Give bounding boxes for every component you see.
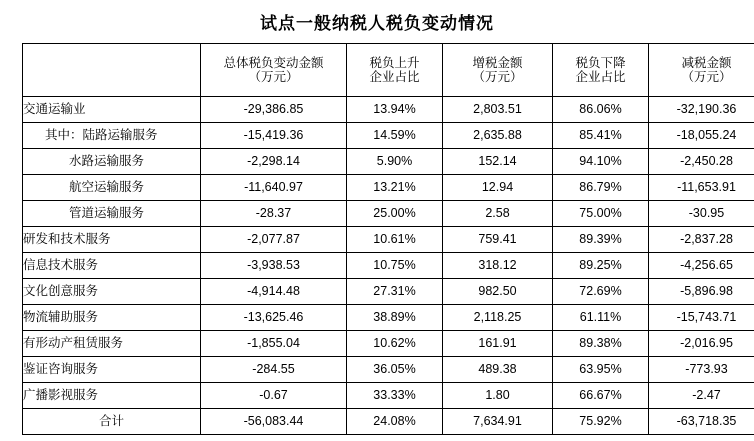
page-title: 试点一般纳税人税负变动情况 — [260, 14, 494, 33]
cell-value: 27.31% — [347, 279, 443, 305]
cell-value: -11,653.91 — [649, 175, 754, 201]
cell-value: -18,055.24 — [649, 123, 754, 149]
row-label: 交通运输业 — [23, 97, 201, 123]
cell-value: 36.05% — [347, 357, 443, 383]
cell-value: -4,914.48 — [201, 279, 347, 305]
cell-value: 489.38 — [443, 357, 553, 383]
cell-value: 161.91 — [443, 331, 553, 357]
cell-value: 2,803.51 — [443, 97, 553, 123]
column-header-0 — [23, 44, 201, 97]
cell-value: 13.94% — [347, 97, 443, 123]
cell-value: 24.08% — [347, 409, 443, 435]
row-label: 合计 — [23, 409, 201, 435]
cell-value: -63,718.35 — [649, 409, 754, 435]
row-label: 鉴证咨询服务 — [23, 357, 201, 383]
table-row — [23, 123, 754, 149]
row-label: 水路运输服务 — [23, 149, 201, 175]
cell-value: 94.10% — [553, 149, 649, 175]
cell-value: 2,118.25 — [443, 305, 553, 331]
table-row — [23, 279, 754, 305]
cell-value: 13.21% — [347, 175, 443, 201]
table-row — [23, 175, 754, 201]
column-header-2: 税负上升 企业占比 — [347, 44, 443, 97]
table-row — [23, 149, 754, 175]
row-label: 广播影视服务 — [23, 383, 201, 409]
cell-value: 86.79% — [553, 175, 649, 201]
cell-value: -773.93 — [649, 357, 754, 383]
table-body — [23, 97, 754, 435]
cell-value: 10.62% — [347, 331, 443, 357]
row-label: 航空运输服务 — [23, 175, 201, 201]
cell-value: -1,855.04 — [201, 331, 347, 357]
cell-value: 318.12 — [443, 253, 553, 279]
table-row — [23, 331, 754, 357]
table-row — [23, 253, 754, 279]
cell-value: 75.00% — [553, 201, 649, 227]
cell-value: 66.67% — [553, 383, 649, 409]
table-row — [23, 305, 754, 331]
row-label: 信息技术服务 — [23, 253, 201, 279]
cell-value: 75.92% — [553, 409, 649, 435]
cell-value: 2,635.88 — [443, 123, 553, 149]
cell-value: 2.58 — [443, 201, 553, 227]
cell-value: 10.75% — [347, 253, 443, 279]
cell-value: 7,634.91 — [443, 409, 553, 435]
table-container — [0, 43, 754, 435]
row-label: 文化创意服务 — [23, 279, 201, 305]
table-row — [23, 201, 754, 227]
column-header-3: 增税金额 （万元） — [443, 44, 553, 97]
cell-value: 86.06% — [553, 97, 649, 123]
tax-burden-table — [22, 43, 754, 435]
cell-value: 759.41 — [443, 227, 553, 253]
cell-value: -2,016.95 — [649, 331, 754, 357]
cell-value: -3,938.53 — [201, 253, 347, 279]
cell-value: -2,298.14 — [201, 149, 347, 175]
cell-value: -29,386.85 — [201, 97, 347, 123]
cell-value: 5.90% — [347, 149, 443, 175]
cell-value: -15,419.36 — [201, 123, 347, 149]
cell-value: -4,256.65 — [649, 253, 754, 279]
cell-value: 89.25% — [553, 253, 649, 279]
column-header-1: 总体税负变动金额 （万元） — [201, 44, 347, 97]
table-header — [23, 44, 754, 97]
table-row — [23, 409, 754, 435]
cell-value: -11,640.97 — [201, 175, 347, 201]
cell-value: -15,743.71 — [649, 305, 754, 331]
cell-value: -32,190.36 — [649, 97, 754, 123]
row-label: 有形动产租赁服务 — [23, 331, 201, 357]
cell-value: 89.38% — [553, 331, 649, 357]
header-row — [23, 44, 754, 97]
cell-value: 89.39% — [553, 227, 649, 253]
cell-value: -2,450.28 — [649, 149, 754, 175]
cell-value: -0.67 — [201, 383, 347, 409]
cell-value: -2.47 — [649, 383, 754, 409]
row-label: 其中：陆路运输服务 — [23, 123, 201, 149]
row-label: 研发和技术服务 — [23, 227, 201, 253]
cell-value: 14.59% — [347, 123, 443, 149]
cell-value: 152.14 — [443, 149, 553, 175]
cell-value: -28.37 — [201, 201, 347, 227]
cell-value: 38.89% — [347, 305, 443, 331]
cell-value: 33.33% — [347, 383, 443, 409]
cell-value: 72.69% — [553, 279, 649, 305]
cell-value: 1.80 — [443, 383, 553, 409]
cell-value: -284.55 — [201, 357, 347, 383]
table-row — [23, 97, 754, 123]
cell-value: -30.95 — [649, 201, 754, 227]
column-header-5: 减税金额 （万元） — [649, 44, 754, 97]
column-header-4: 税负下降 企业占比 — [553, 44, 649, 97]
cell-value: 12.94 — [443, 175, 553, 201]
table-row — [23, 227, 754, 253]
row-label: 管道运输服务 — [23, 201, 201, 227]
cell-value: 10.61% — [347, 227, 443, 253]
table-row — [23, 357, 754, 383]
cell-value: 63.95% — [553, 357, 649, 383]
cell-value: -13,625.46 — [201, 305, 347, 331]
cell-value: -2,077.87 — [201, 227, 347, 253]
cell-value: 25.00% — [347, 201, 443, 227]
cell-value: 85.41% — [553, 123, 649, 149]
cell-value: 61.11% — [553, 305, 649, 331]
cell-value: 982.50 — [443, 279, 553, 305]
cell-value: -56,083.44 — [201, 409, 347, 435]
table-row — [23, 383, 754, 409]
row-label: 物流辅助服务 — [23, 305, 201, 331]
cell-value: -5,896.98 — [649, 279, 754, 305]
cell-value: -2,837.28 — [649, 227, 754, 253]
